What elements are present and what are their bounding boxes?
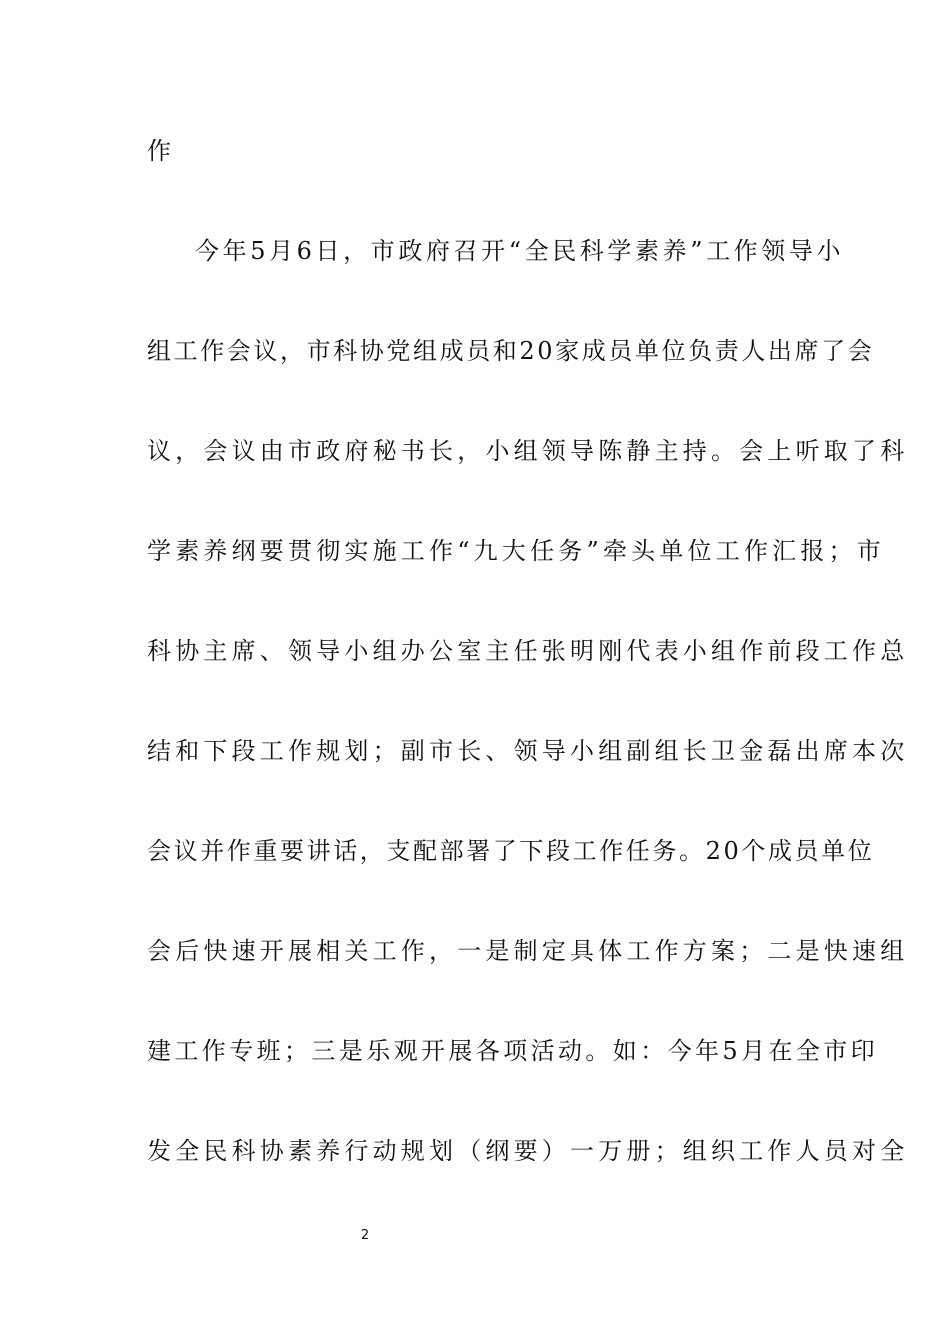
text-line: 作 bbox=[147, 137, 176, 165]
text-line: 会议并作重要讲话，支配部署了下段工作任务。20个成员单位 bbox=[147, 837, 875, 865]
text-line: 建工作专班；三是乐观开展各项活动。如：今年5月在全市印 bbox=[147, 1037, 879, 1065]
page-number: 2 bbox=[360, 1228, 370, 1243]
text-line: 议，会议由市政府秘书长，小组领导陈静主持。会上听取了科 bbox=[147, 437, 909, 465]
text-line: 组工作会议，市科协党组成员和20家成员单位负责人出席了会 bbox=[147, 337, 875, 365]
text-line: 会后快速开展相关工作，一是制定具体工作方案；二是快速组 bbox=[147, 937, 909, 965]
text-line: 结和下段工作规划；副市长、领导小组副组长卫金磊出席本次 bbox=[147, 737, 909, 765]
text-line: 科协主席、领导小组办公室主任张明刚代表小组作前段工作总 bbox=[147, 637, 909, 665]
text-line: 学素养纲要贯彻实施工作“九大任务”牵头单位工作汇报；市 bbox=[147, 537, 885, 565]
paragraph-first-line: 今年5月6日，市政府召开“全民科学素养”工作领导小 bbox=[195, 237, 845, 265]
text-line: 发全民科协素养行动规划（纲要）一万册；组织工作人员对全 bbox=[147, 1137, 909, 1165]
